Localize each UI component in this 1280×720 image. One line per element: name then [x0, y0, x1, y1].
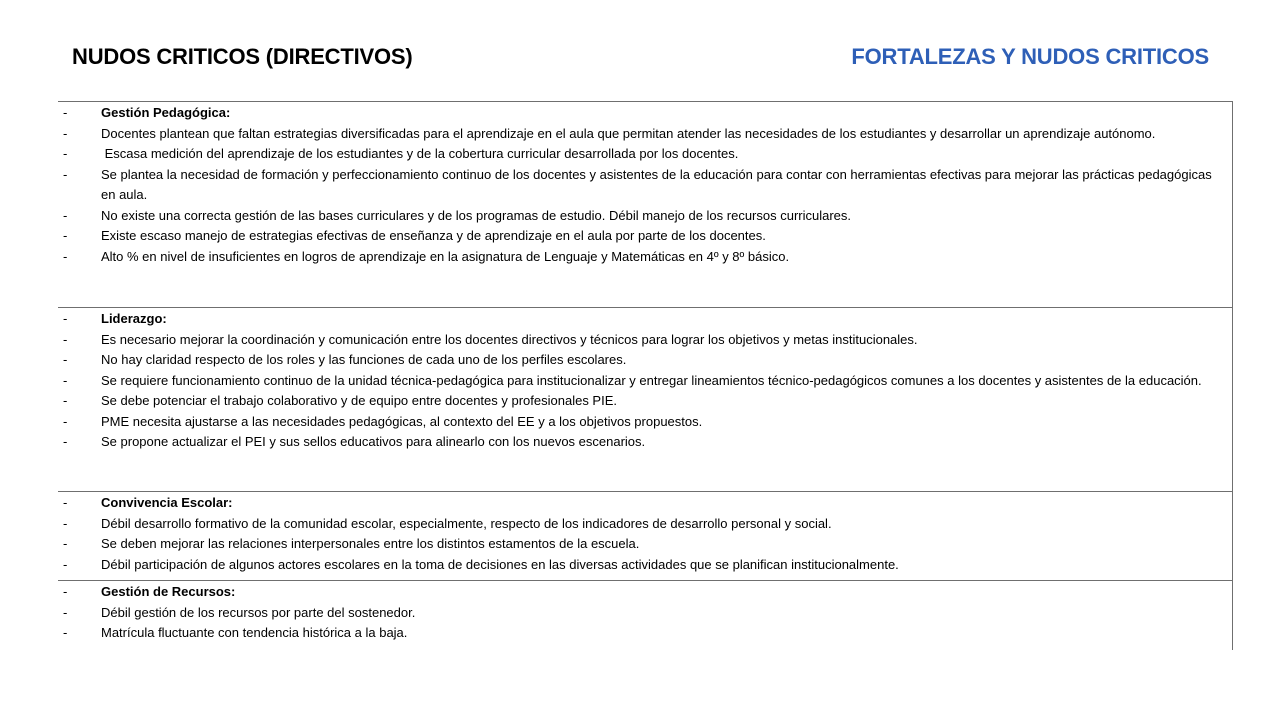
- bullet-dash: -: [63, 625, 68, 640]
- bullet-dash: -: [63, 311, 68, 326]
- list-item: [58, 165, 1233, 206]
- item-text: Débil desarrollo formativo de la comunidad escolar, especialmente, respecto de los indicadores de desarrollo personal y social.: [101, 515, 832, 531]
- section-heading: [58, 493, 1233, 514]
- list-item: [58, 226, 1233, 247]
- bullet-dash: -: [63, 584, 68, 599]
- bullet-dash: -: [63, 166, 68, 182]
- section-liderazgo: [58, 307, 1233, 453]
- bullet-dash: -: [63, 495, 68, 510]
- item-text: Docentes plantean que faltan estrategias diversificadas para el aprendizaje en el aula que permitan atender las necesidades de los estudiantes y desarrollar un aprendizaje autónomo.: [101, 125, 1156, 141]
- bullet-dash: -: [63, 434, 68, 449]
- list-item: [58, 412, 1233, 433]
- item-text: Se requiere funcionamiento continuo de la unidad técnica-pedagógica para institucionalizar y entregar lineamientos técnico-pedagógicos comunes a los docentes y asistentes de la educación.: [101, 372, 1202, 388]
- section-heading: [58, 309, 1233, 330]
- bullet-dash: -: [63, 536, 68, 551]
- heading-text: Gestión de Recursos:: [101, 584, 236, 599]
- item-text: Existe escaso manejo de estrategias efectivas de enseñanza y de aprendizaje en el aula por parte de los docentes.: [101, 228, 766, 243]
- item-text: Se propone actualizar el PEI y sus sellos educativos para alinearlo con los nuevos escenarios.: [101, 434, 646, 449]
- section-heading: [58, 103, 1233, 124]
- bullet-dash: -: [63, 125, 68, 141]
- list-item: [58, 144, 1233, 165]
- bullet-dash: -: [63, 331, 68, 347]
- list-item: [58, 534, 1233, 555]
- bullet-dash: -: [63, 393, 68, 408]
- list-item: [58, 247, 1233, 268]
- page-title: NUDOS CRITICOS (DIRECTIVOS): [72, 44, 413, 69]
- list-item: [58, 391, 1233, 412]
- item-text: PME necesita ajustarse a las necesidades pedagógicas, al contexto del EE y a los objetivos propuestos.: [101, 413, 703, 429]
- item-text: No hay claridad respecto de los roles y las funciones de cada uno de los perfiles escolares.: [101, 352, 627, 367]
- bullet-dash: -: [63, 228, 68, 243]
- list-item: [58, 514, 1233, 535]
- bullet-dash: -: [63, 248, 68, 264]
- list-item: [58, 350, 1233, 371]
- item-text: Alto % en nivel de insuficientes en logros de aprendizaje en la asignatura de Lenguaje y Matemáticas en 4º y 8º básico.: [101, 248, 790, 264]
- heading-text: Liderazgo:: [101, 311, 167, 326]
- item-text: Se plantea la necesidad de formación y perfeccionamiento continuo de los docentes y asistentes de la educación para contar con herramientas efectivas para mejorar las prácticas pedagógicas en aula.: [101, 166, 1212, 202]
- list-item: [58, 603, 1233, 624]
- list-item: [58, 371, 1233, 392]
- list-item: [58, 206, 1233, 227]
- section-convivencia-escolar: [58, 491, 1233, 575]
- bullet-dash: -: [63, 413, 68, 429]
- bullet-dash: -: [63, 604, 68, 620]
- section-heading: [58, 582, 1233, 603]
- item-text: Es necesario mejorar la coordinación y comunicación entre los docentes directivos y técnicos para lograr los objetivos y metas institucionales.: [101, 331, 918, 347]
- bullet-dash: -: [63, 556, 68, 572]
- bullet-dash: -: [63, 352, 68, 367]
- section-title: FORTALEZAS Y NUDOS CRITICOS: [851, 44, 1209, 69]
- item-text: Matrícula fluctuante con tendencia histórica a la baja.: [101, 625, 408, 640]
- item-text: Débil gestión de los recursos por parte del sostenedor.: [101, 604, 416, 620]
- bullet-dash: -: [63, 146, 68, 161]
- bullet-dash: -: [63, 105, 68, 120]
- list-item: [58, 555, 1233, 576]
- heading-text: Convivencia Escolar:: [101, 495, 233, 510]
- item-text: Se debe potenciar el trabajo colaborativo y de equipo entre docentes y profesionales PIE.: [101, 393, 618, 408]
- bullet-dash: -: [63, 515, 68, 531]
- critical-nodes-table: [58, 101, 1233, 650]
- item-text: Escasa medición del aprendizaje de los estudiantes y de la cobertura curricular desarrollada por los docentes.: [101, 146, 739, 161]
- section-gestion-recursos: [58, 580, 1233, 644]
- heading-text: Gestión Pedagógica:: [101, 105, 231, 120]
- list-item: [58, 330, 1233, 351]
- item-text: Débil participación de algunos actores escolares en la toma de decisiones en las diversas actividades que se planifican institucionalmente.: [101, 556, 899, 572]
- bullet-dash: -: [63, 372, 68, 388]
- list-item: [58, 623, 1233, 644]
- list-item: [58, 124, 1233, 145]
- item-text: Se deben mejorar las relaciones interpersonales entre los distintos estamentos de la escuela.: [101, 536, 640, 551]
- bullet-dash: -: [63, 207, 68, 223]
- item-text: No existe una correcta gestión de las bases curriculares y de los programas de estudio. Débil manejo de los recursos curriculares.: [101, 207, 852, 223]
- section-gestion-pedagogica: [58, 101, 1233, 267]
- list-item: [58, 432, 1233, 453]
